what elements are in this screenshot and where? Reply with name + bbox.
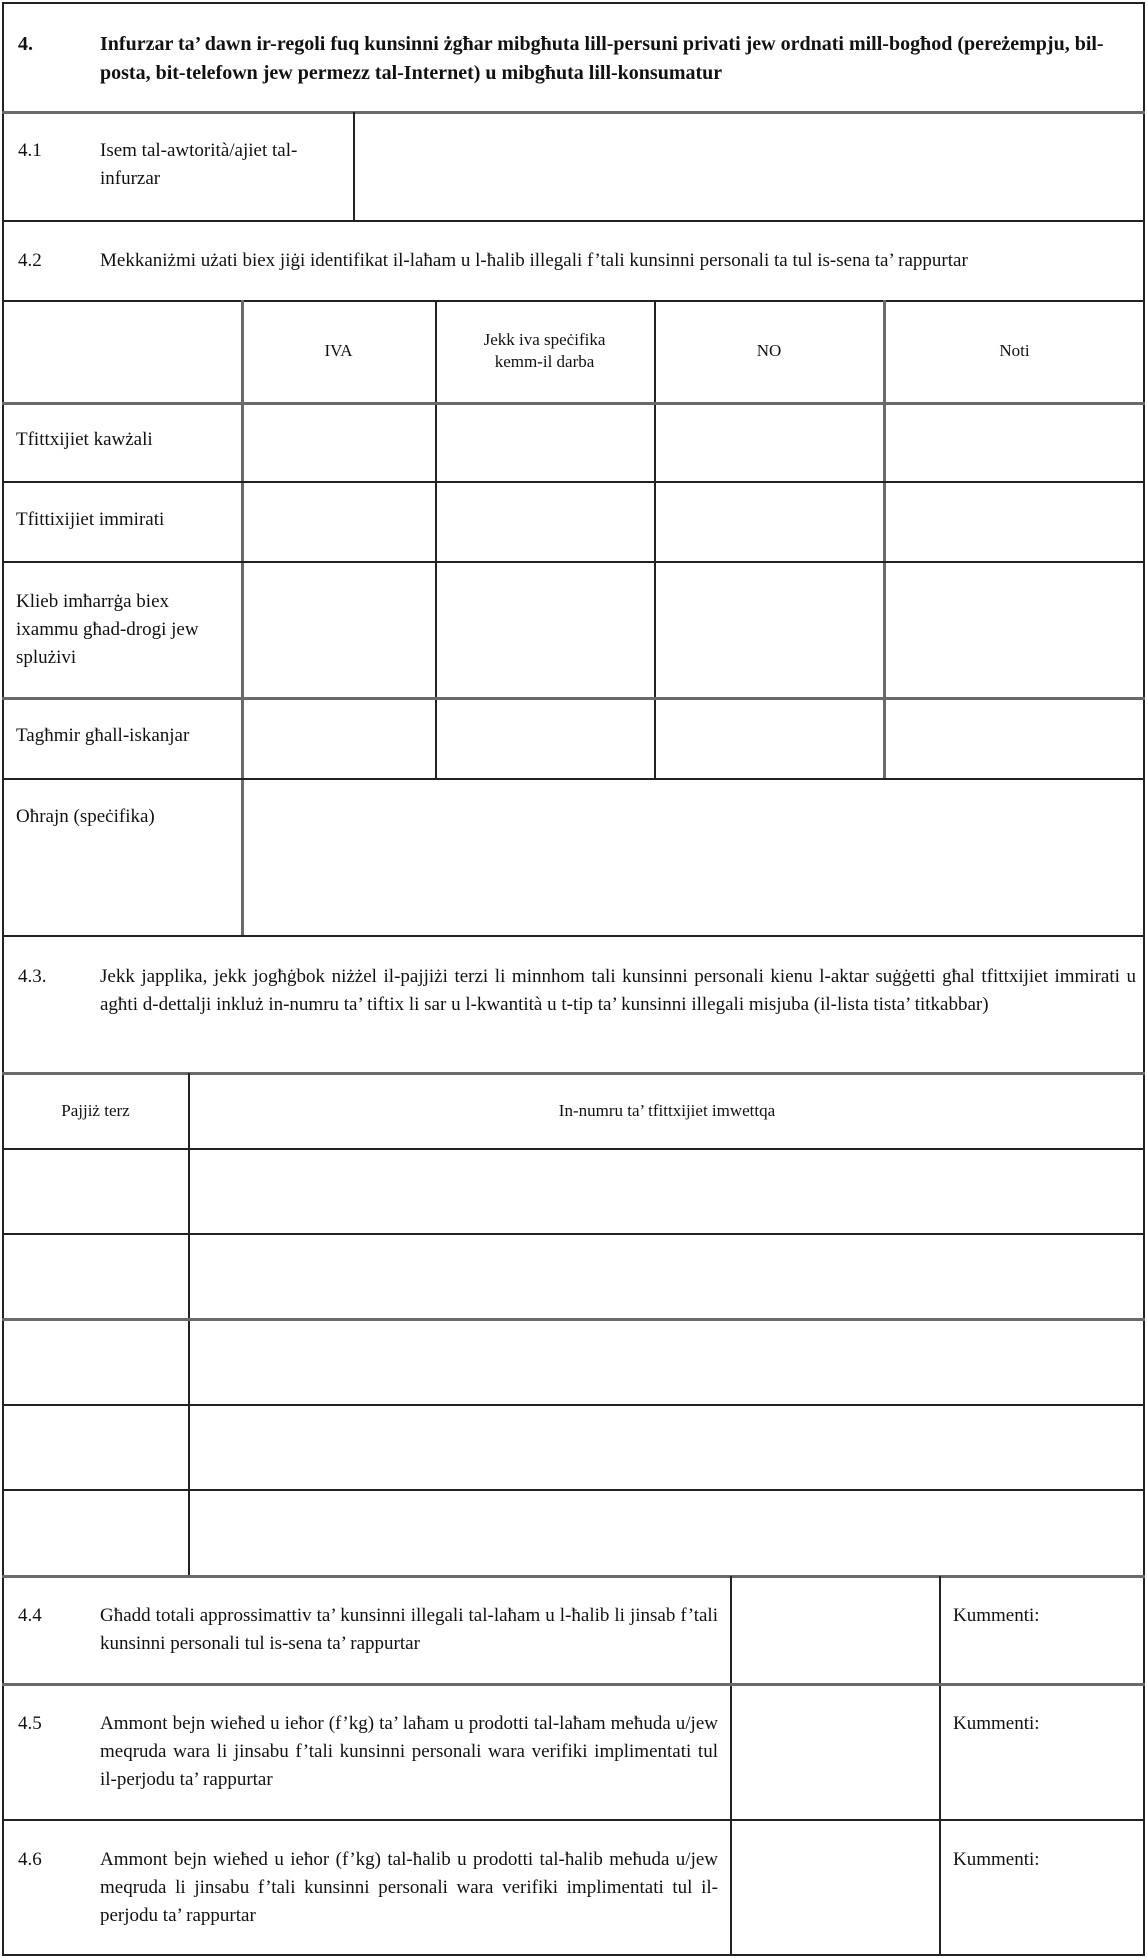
cell-dogs-no[interactable] (657, 564, 882, 695)
cell-targeted-no[interactable] (657, 484, 882, 559)
col-header-noti: Noti (999, 341, 1030, 360)
searches-count-input[interactable] (192, 1491, 1143, 1573)
section-4-title: Infurzar ta’ dawn ir-regoli fuq kunsinni żgħar mibgħuta lill-persuni privati jew ordnati mill-bogħod (pereżempju, bil-posta, bit-telefown jew permezz tal-Internet) u mibgħuta lill-konsumatur (100, 33, 1104, 84)
divider (2, 481, 1145, 483)
s4-6-number: 4.6 (18, 1849, 42, 1870)
s4-4-label: Għadd totali approssimattiv ta’ kunsinni illegali tal-laħam u l-ħalib li jinsab f’tali kunsinni personali tul is-sena ta’ rappurtar (100, 1605, 718, 1654)
s4-5-label: Ammont bejn wieħed u ieħor (f’kg) ta’ laħam u prodotti tal-laħam meħuda u/jew meqruda wara li jinsabu f’tali kunsinni personali wara verifiki implimentati tul il-perjodu ta’ rappurtar (100, 1713, 718, 1790)
s4-4-comment-label: Kummenti: (953, 1605, 1040, 1626)
cell-targeted-notes[interactable] (887, 484, 1143, 559)
divider (2, 1575, 1145, 1578)
divider (2, 935, 1145, 937)
cell-casual-times[interactable] (438, 405, 653, 480)
s4-1-authority-input[interactable] (356, 114, 1143, 218)
s4-5-number: 4.5 (18, 1713, 42, 1734)
cell-scan-iva[interactable] (244, 701, 434, 777)
searches-count-input[interactable] (192, 1406, 1143, 1488)
col-header-no: NO (756, 341, 782, 360)
s4-6-value-input[interactable] (733, 1822, 937, 1954)
s4-6-label: Ammont bejn wieħed u ieħor (f’kg) tal-ħalib u prodotti tal-ħalib meħuda u/jew meqruda li jinsabu f’tali kunsinni personali wara verifiki implimentati tul il-perjodu ta’ rappurtar (100, 1849, 718, 1926)
col-header-searches-performed: In-numru ta’ tfittxijiet imwettqa (558, 1100, 776, 1120)
divider (435, 300, 437, 778)
divider (2, 561, 1145, 563)
s4-1-number: 4.1 (18, 140, 42, 161)
cell-casual-iva[interactable] (244, 405, 434, 480)
s4-3-label: Jekk japplika, jekk jogħġbok niżżel il-pajjiżi terzi li minnhom tali kunsinni personali kienu l-aktar suġġetti għal tfittxijiet immirati u agħti d-dettalji inkluż in-numru ta’ tiftix li sar u l-kwantità u t-tip ta’ kunsinni illegali misjuba (il-lista tista’ titkabbar) (100, 966, 1136, 1015)
divider (730, 1576, 732, 1956)
section-4-number: 4. (18, 33, 33, 55)
divider (2, 778, 1145, 780)
cell-dogs-iva[interactable] (244, 564, 434, 695)
s4-5-value-input[interactable] (733, 1686, 937, 1817)
third-country-input[interactable] (4, 1150, 186, 1232)
s4-2-number: 4.2 (18, 250, 42, 271)
row-label-other-specify: Oħrajn (speċifika) (16, 806, 155, 827)
row-label-casual-searches: Tfittxijiet kawżali (16, 429, 153, 450)
divider (2, 697, 1145, 700)
s4-5-comment-label: Kummenti: (953, 1713, 1040, 1734)
cell-scan-no[interactable] (657, 701, 882, 777)
s4-1-label: Isem tal-awtorità/ajiet tal-infurzar (100, 140, 298, 189)
s4-4-number: 4.4 (18, 1605, 42, 1626)
cell-targeted-iva[interactable] (244, 484, 434, 559)
s4-6-comment-label: Kummenti: (953, 1849, 1040, 1870)
third-country-input[interactable] (4, 1491, 186, 1573)
divider (353, 112, 355, 220)
cell-scan-times[interactable] (438, 701, 653, 777)
cell-targeted-times[interactable] (438, 484, 653, 559)
cell-dogs-times[interactable] (438, 564, 653, 695)
row-label-scanning-equipment: Tagħmir għall-iskanjar (16, 725, 190, 746)
s4-2-label: Mekkaniżmi użati biex jiġi identifikat il-laħam u l-ħalib illegali f’tali kunsinni personali ta tul is-sena ta’ rappurtar (100, 250, 968, 271)
searches-count-input[interactable] (192, 1235, 1143, 1317)
divider (654, 300, 656, 778)
divider (883, 300, 886, 778)
cell-casual-notes[interactable] (887, 405, 1143, 480)
divider (2, 1819, 1145, 1821)
searches-count-input[interactable] (192, 1321, 1143, 1403)
s4-4-value-input[interactable] (733, 1578, 937, 1681)
divider (939, 1576, 941, 1956)
row-label-sniffer-dogs: Klieb imħarrġa biex ixammu għad-drogi jew splużivi (16, 591, 199, 668)
third-country-input[interactable] (4, 1406, 186, 1488)
third-country-input[interactable] (4, 1321, 186, 1403)
row-label-targeted-searches: Tfittixijiet immirati (16, 509, 165, 530)
third-country-input[interactable] (4, 1235, 186, 1317)
col-header-third-country: Pajjiż terz (61, 1100, 130, 1120)
cell-other-specify-input[interactable] (245, 781, 1143, 933)
cell-dogs-notes[interactable] (887, 564, 1143, 695)
cell-casual-no[interactable] (657, 405, 882, 480)
divider (2, 220, 1145, 222)
cell-scan-notes[interactable] (887, 701, 1143, 777)
s4-3-number: 4.3. (18, 966, 47, 987)
col-header-iva: IVA (324, 341, 353, 360)
searches-count-input[interactable] (192, 1150, 1143, 1232)
divider (2, 1683, 1145, 1686)
col-header-specify-times: Jekk iva speċifika kemm-il darba (483, 330, 606, 371)
